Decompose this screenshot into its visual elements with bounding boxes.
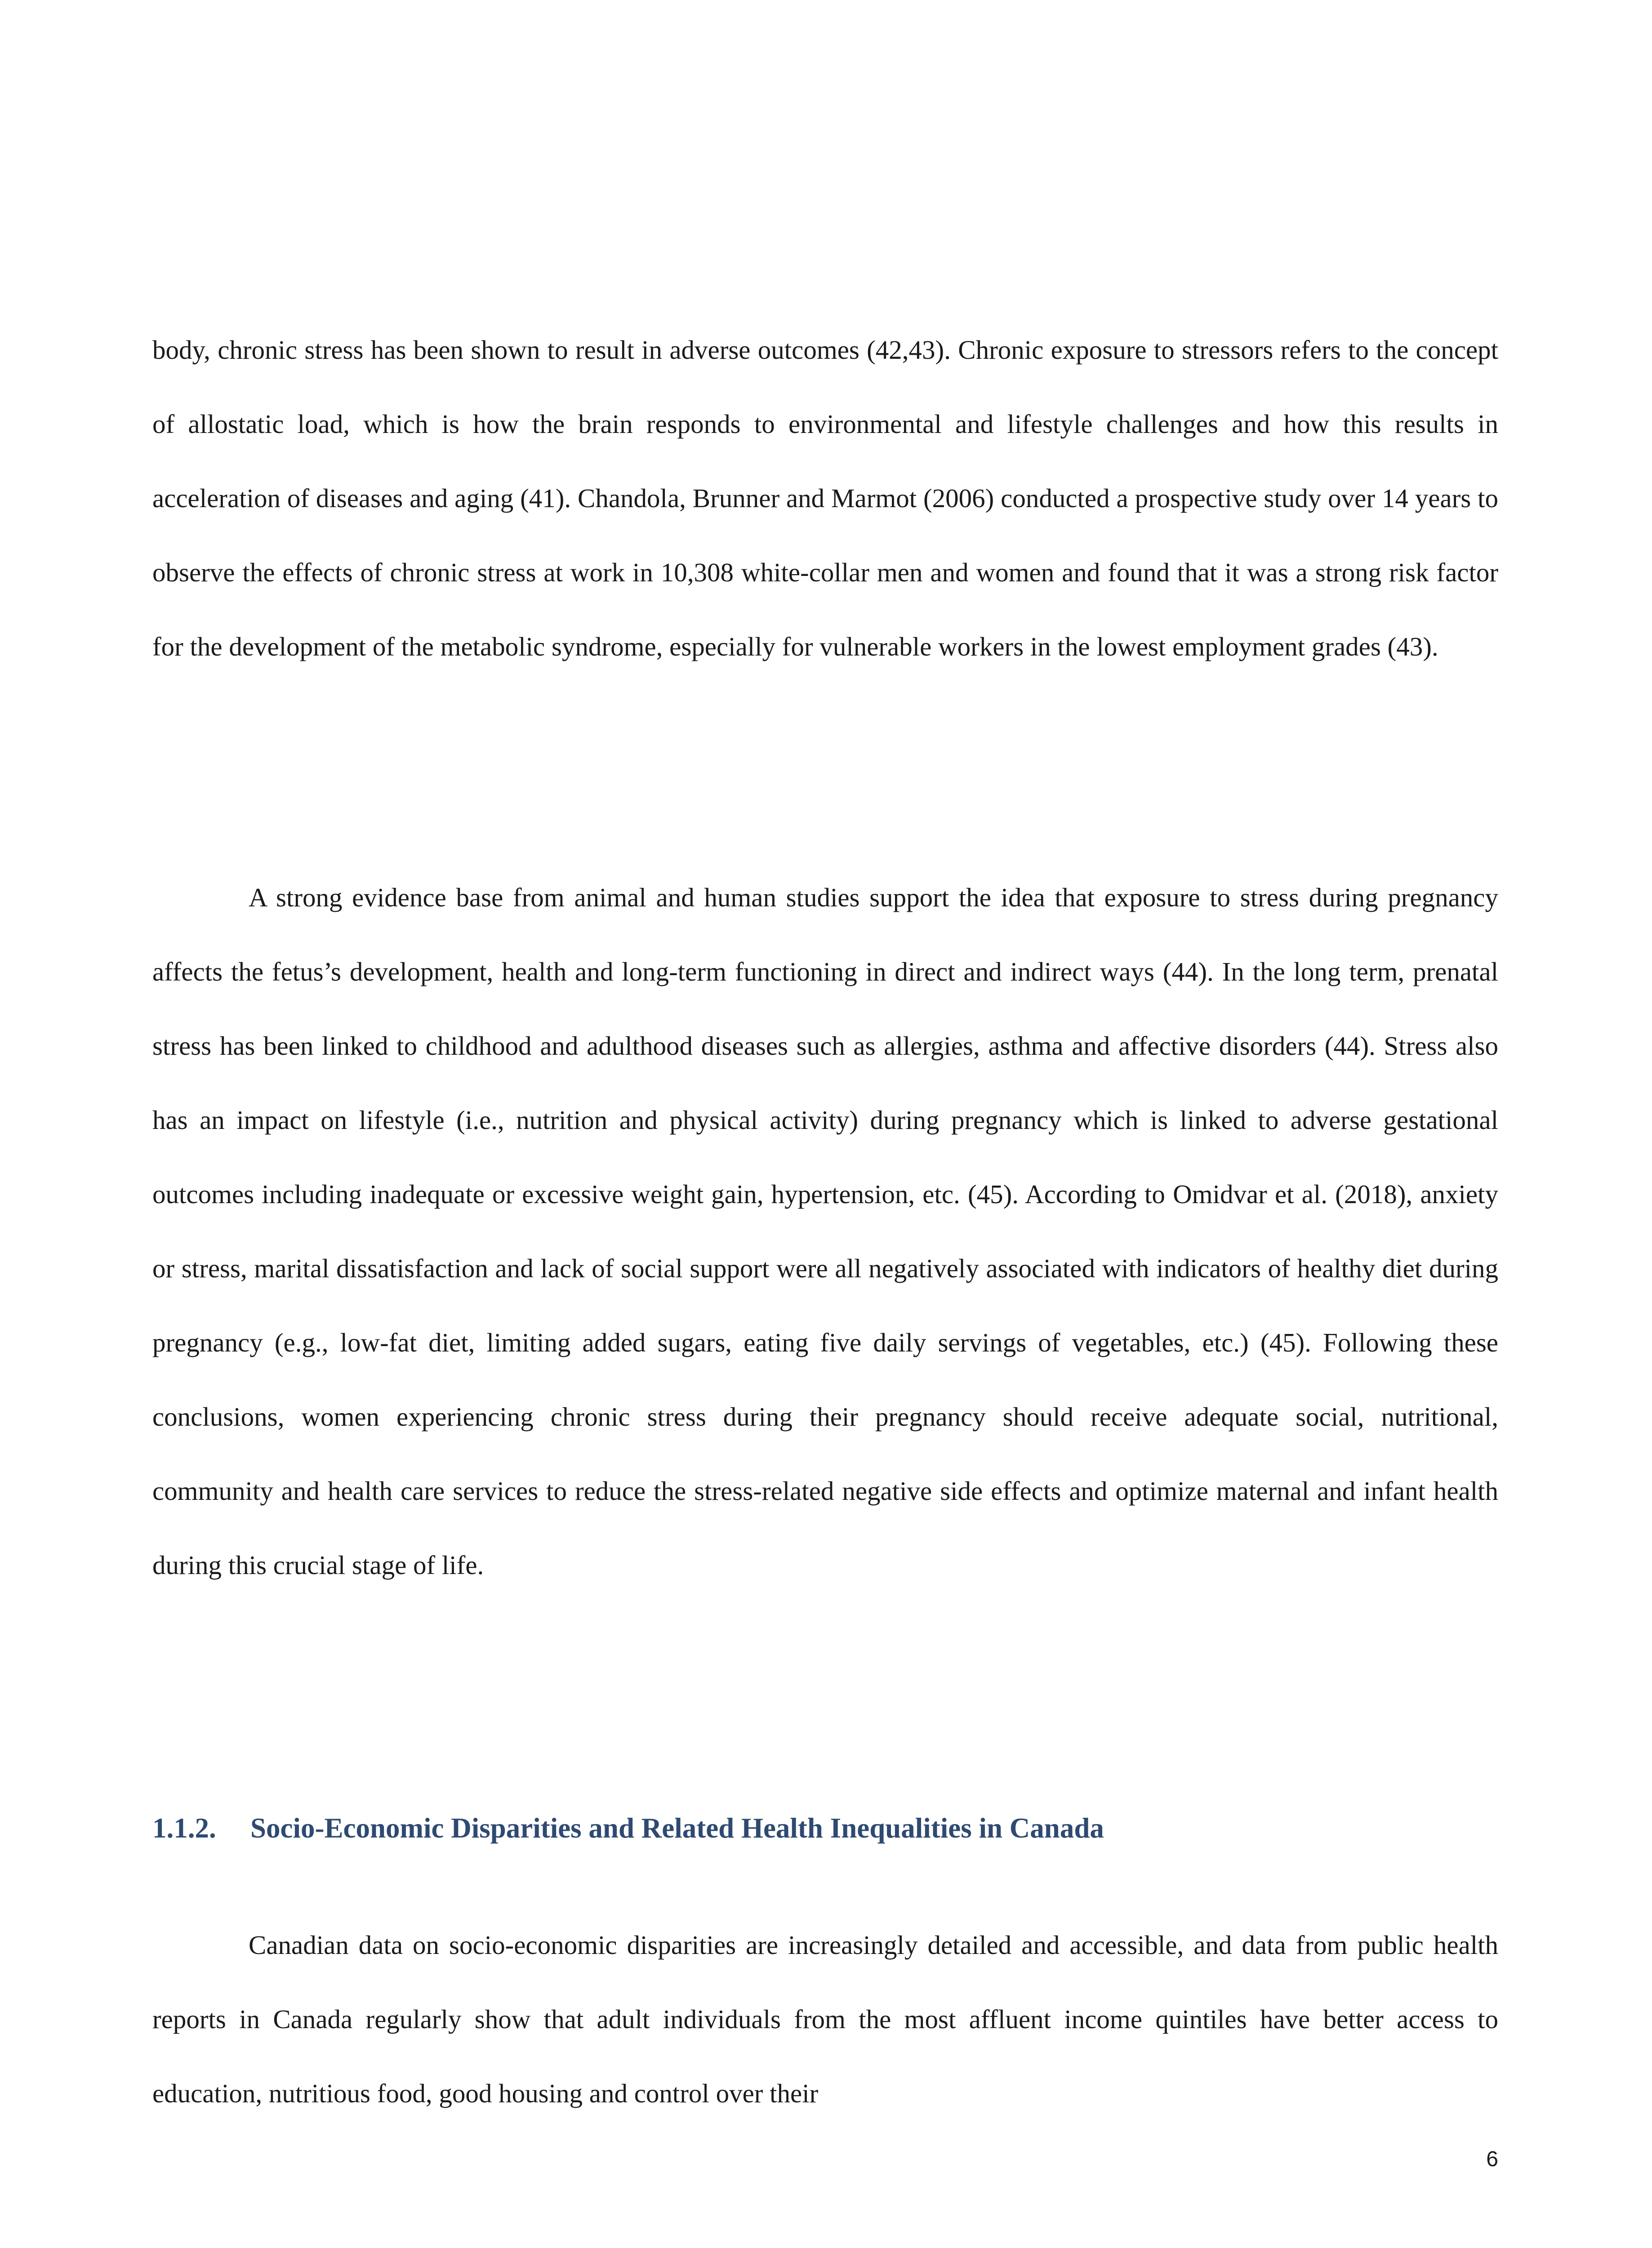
section-title: Socio-Economic Disparities and Related Health Inequalities in Canada — [250, 1812, 1104, 1844]
page-number: 6 — [1486, 2147, 1498, 2171]
section-number: 1.1.2. — [152, 1812, 216, 1844]
section-heading — [152, 1808, 1498, 1848]
paragraph-canadian-data: Canadian data on socio-economic disparities are increasingly detailed and accessible, and data from public health reports in Canada regularly show that adult individuals from the most affluent income quintiles have better access to education, nutritious food, good housing and control over their — [152, 1930, 1498, 2108]
paragraph-chronic-stress: body, chronic stress has been shown to result in adverse outcomes (42,43). Chronic exposure to stressors refers to the concept of allostatic load, which is how the brain responds to environmental and lifestyle challenges and how this results in acceleration of diseases and aging (41). Chandola, Brunner and Marmot (2006) conducted a prospective study over 14 years to observe the effects of chronic stress at work in 10,308 white-collar men and women and found that it was a strong risk factor for the development of the metabolic syndrome, especially for vulnerable workers in the lowest employment grades (43). — [152, 335, 1498, 661]
paragraph-prenatal-stress: A strong evidence base from animal and human studies support the idea that exposure to stress during pregnancy affects the fetus’s development, health and long-term functioning in direct and indirect ways (44). In the long term, prenatal stress has been linked to childhood and adulthood diseases such as allergies, asthma and affective disorders (44). Stress also has an impact on lifestyle (i.e., nutrition and physical activity) during pregnancy which is linked to adverse gestational outcomes including inadequate or excessive weight gain, hypertension, etc. (45). According to Omidvar et al. (2018), anxiety or stress, marital dissatisfaction and lack of social support were all negatively associated with indicators of healthy diet during pregnancy (e.g., low-fat diet, limiting added sugars, eating five daily servings of vegetables, etc.) (45). Following these conclusions, women experiencing chronic stress during their pregnancy should receive adequate social, nutritional, community and health care services to reduce the stress-related negative side effects and optimize maternal and infant health during this crucial stage of life. — [152, 883, 1498, 1580]
